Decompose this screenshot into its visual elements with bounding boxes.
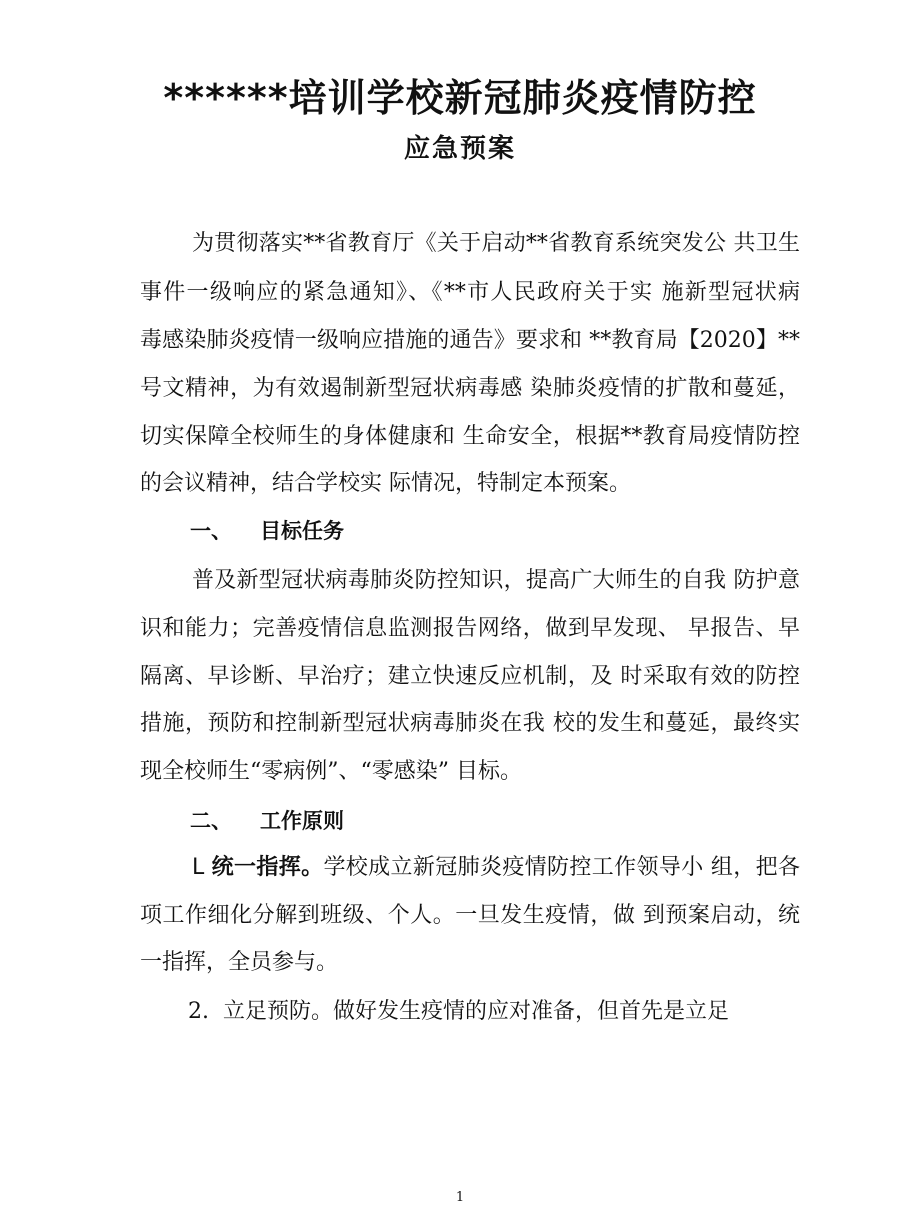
document-subtitle: 应急预案 [403, 134, 516, 164]
intro-line-5: 切实保障全校师生的身体健康和 生命安全，根据**教育局疫情防控 [140, 424, 800, 449]
item-marker: 2. [188, 999, 209, 1024]
intro-line-6: 的会议精神，结合学校实 际情况，特制定本预案。 [140, 471, 631, 496]
intro-line-3: 毒感染肺炎疫情一级响应措施的通告》要求和 **教育局【2020】** [140, 328, 800, 353]
section-title: 工作原则 [260, 809, 344, 833]
principle-1-line-2: 项工作细化分解到班级、个人。一旦发生疫情，做 到预案启动，统 [140, 903, 800, 928]
section-number: 一、 [190, 519, 232, 543]
section-heading-1 [190, 516, 344, 546]
principle-1-line-3: 一指挥，全员参与。 [140, 950, 339, 975]
page-number: 1 [455, 1190, 465, 1205]
item-marker: L [192, 855, 205, 880]
section-number: 二、 [190, 809, 232, 833]
section-title: 目标任务 [260, 519, 344, 543]
section1-line-1: 普及新型冠状病毒肺炎防控知识，提高广大师生的自我 防护意 [192, 568, 800, 593]
section-heading-2 [190, 806, 344, 836]
intro-line-4: 号文精神，为有效遏制新型冠状病毒感 染肺炎疫情的扩散和蔓延， [140, 376, 800, 401]
item-bold-lead: 统一指挥。 [211, 855, 324, 880]
section1-line-4: 措施，预防和控制新型冠状病毒肺炎在我 校的发生和蔓延，最终实 [140, 711, 800, 736]
item-text: 立足预防。做好发生疫情的应对准备，但首先是立足 [223, 999, 730, 1024]
section1-line-2: 识和能力；完善疫情信息监测报告网络，做到早发现、 早报告、早 [140, 616, 800, 641]
intro-line-1: 为贯彻落实**省教育厅《关于启动**省教育系统突发公 共卫生 [192, 231, 800, 256]
intro-line-2: 事件一级响应的紧急通知》、《**市人民政府关于实 施新型冠状病 [140, 280, 800, 305]
section1-line-3: 隔离、早诊断、早治疗；建立快速反应机制，及 时采取有效的防控 [140, 664, 800, 689]
section1-line-5: 现全校师生“零病例”、“零感染” 目标。 [140, 759, 522, 784]
principle-2-line-1 [188, 997, 800, 1027]
document-title: ******培训学校新冠肺炎疫情防控 [163, 76, 757, 120]
principle-1-line-1 [192, 853, 800, 883]
item-text: 学校成立新冠肺炎疫情防控工作领导小 组，把各 [323, 855, 800, 880]
